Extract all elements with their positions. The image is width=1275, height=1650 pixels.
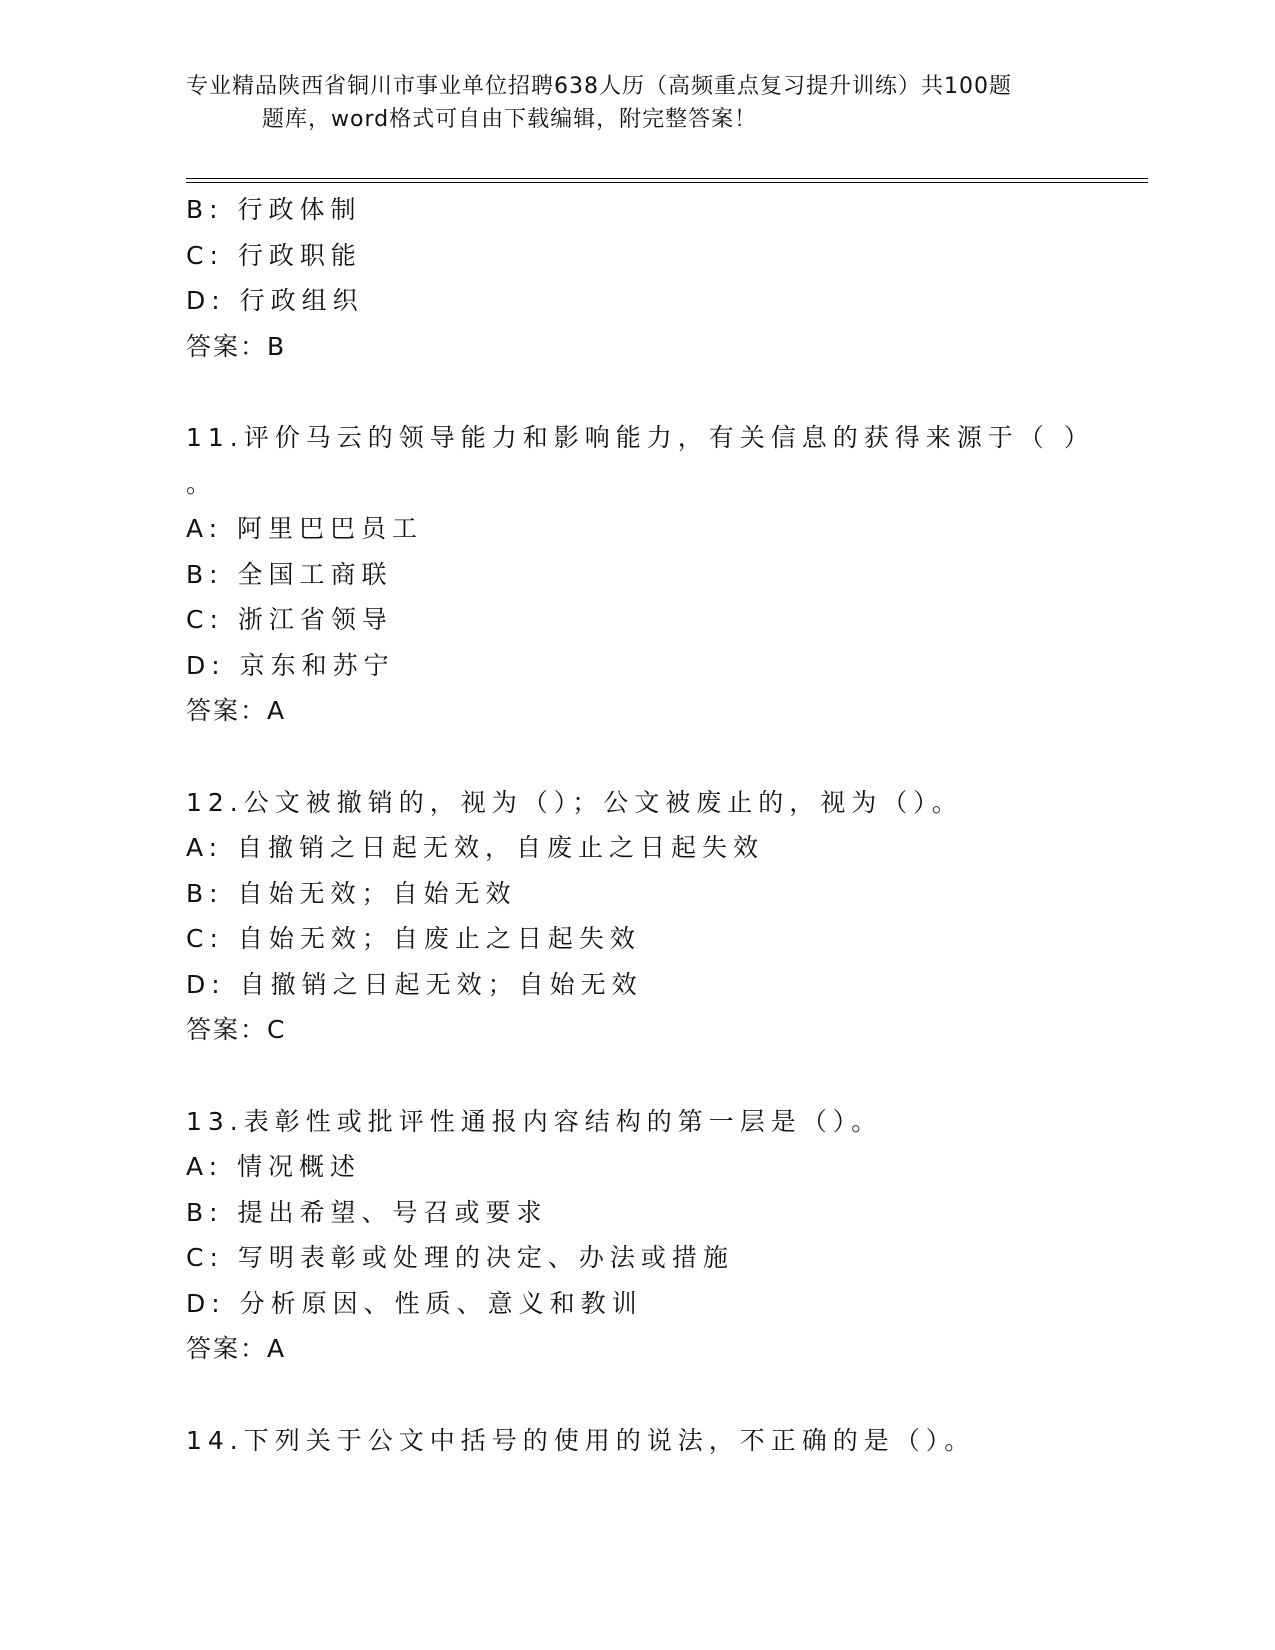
answer-line: 答案：A <box>186 696 287 725</box>
option-c: C: 行政职能 <box>186 240 362 270</box>
question-list <box>186 187 1148 1463</box>
question-stem: 14.下列关于公文中括号的使用的说法，不正确的是（）。 <box>186 1425 976 1455</box>
option-c: C: 自始无效；自废止之日起失效 <box>186 924 641 953</box>
option-a: A: 自撤销之日起无效，自废止之日起失效 <box>186 833 765 862</box>
option-b: B: 自始无效；自始无效 <box>186 878 517 908</box>
option-d: D: 京东和苏宁 <box>186 650 395 680</box>
document-header <box>186 70 1096 136</box>
question-11 <box>186 415 1148 734</box>
option-b: B: 提出希望、号召或要求 <box>186 1197 548 1227</box>
option-b: B: 行政体制 <box>186 195 362 224</box>
question-14 <box>186 1418 1148 1464</box>
option-d: D: 分析原因、性质、意义和教训 <box>186 1288 643 1318</box>
option-c: C: 浙江省领导 <box>186 605 393 634</box>
option-a: A: 情况概述 <box>186 1152 362 1181</box>
option-a: A: 阿里巴巴员工 <box>186 514 424 543</box>
option-d: D: 自撤销之日起无效；自始无效 <box>186 969 643 999</box>
header-rule-top <box>186 178 1148 179</box>
answer-line: 答案：C <box>186 1015 287 1044</box>
answer-line: 答案：A <box>186 1334 287 1363</box>
option-c: C: 写明表彰或处理的决定、办法或措施 <box>186 1243 734 1272</box>
question-stem: 12.公文被撤销的，视为（）；公文被废止的，视为（）。 <box>186 787 963 817</box>
question-stem-continuation: 。 <box>186 468 218 498</box>
header-title-line1: 专业精品陕西省铜川市事业单位招聘638人历（高频重点复习提升训练）共100题 <box>186 74 1012 99</box>
question-stem: 11.评价马云的领导能力和影响能力，有关信息的获得来源于（ ） <box>186 423 1095 452</box>
answer-line: 答案：B <box>186 331 287 361</box>
question-13 <box>186 1099 1148 1372</box>
question-12 <box>186 780 1148 1053</box>
header-title-line2: 题库，word格式可自由下载编辑，附完整答案！ <box>262 107 758 132</box>
option-b: B: 全国工商联 <box>186 559 393 589</box>
question-10-remainder <box>186 187 1148 369</box>
question-stem: 13.表彰性或批评性通报内容结构的第一层是（）。 <box>186 1106 883 1136</box>
option-d: D: 行政组织 <box>186 286 364 315</box>
header-rule-bottom <box>186 182 1148 183</box>
